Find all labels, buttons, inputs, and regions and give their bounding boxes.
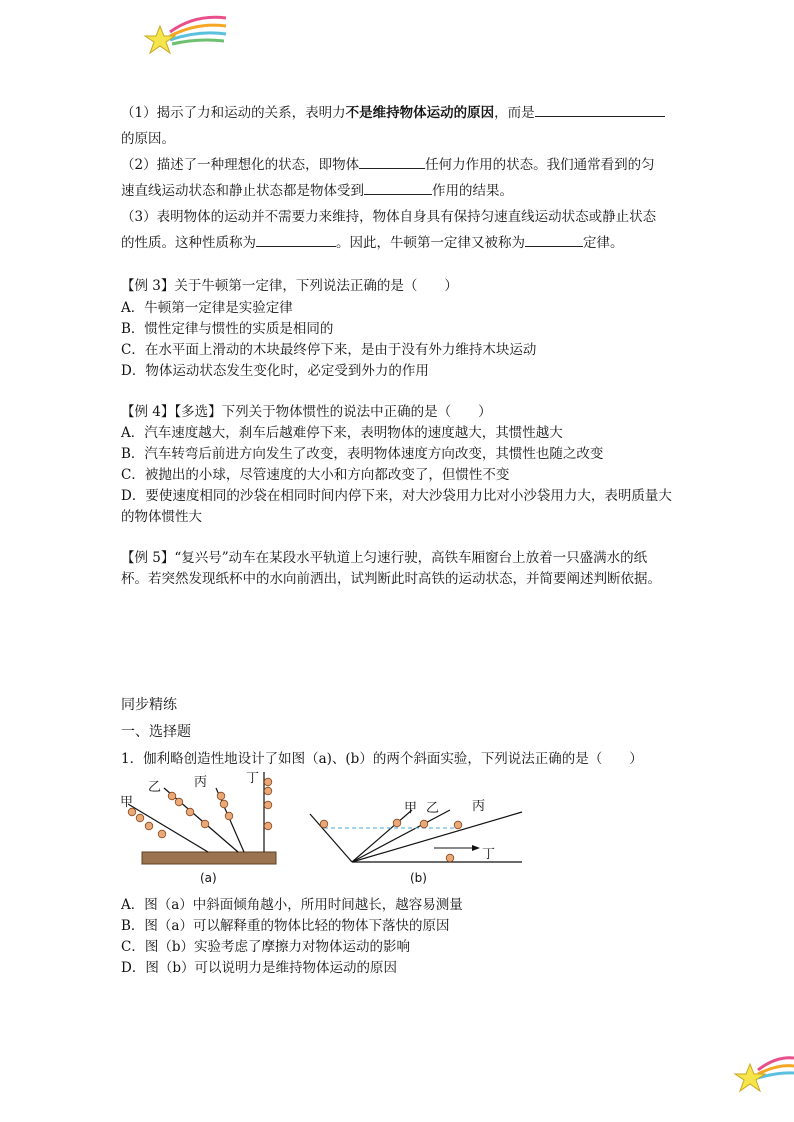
ball — [136, 814, 144, 822]
paragraph-2: （2）描述了一种理想化的状态，即物体 任何力作用的状态。我们通常看到的匀 — [121, 153, 655, 173]
ball — [264, 822, 272, 830]
example-4-stem: 【例 4】【多选】下列关于物体惯性的说法中正确的是（ ） — [121, 404, 492, 420]
tag-bing: 丙 — [472, 799, 486, 814]
paragraph-1-line2: 的原因。 — [121, 131, 175, 147]
ball — [220, 800, 228, 808]
example-4-option-cont: 的物体惯性大 — [121, 509, 202, 525]
tag-jia: 甲 — [120, 795, 134, 810]
example-5-line2: 杯。若突然发现纸杯中的水向前洒出，试判断此时高铁的运动状态，并简要阐述判断依据。 — [121, 571, 661, 587]
question-1-option: C．图（b）实验考虑了摩擦力对物体运动的影响 — [121, 939, 410, 955]
paragraph-3-line2: 的性质。这种性质称为 。因此，牛顿第一定律又被称为 定律。 — [121, 231, 624, 251]
ground-block — [142, 852, 276, 864]
ball — [264, 787, 272, 795]
figure-a-label: (a) — [200, 871, 217, 885]
ball — [225, 812, 233, 820]
question-1-option: D．图（b）可以说明力是维持物体运动的原因 — [121, 960, 397, 976]
question-1-stem: 1．伽利略创造性地设计了如图（a)、(b）的两个斜面实验，下列说法正确的是（ ） — [121, 751, 643, 767]
incline-bing — [352, 812, 522, 862]
ball — [186, 808, 194, 816]
example-5-line1: 【例 5】“复兴号”动车在某段水平轨道上匀速行驶，高铁车厢窗台上放着一只盛满水的纸 — [121, 550, 648, 566]
left-incline — [310, 814, 352, 862]
tag-yi: 乙 — [148, 780, 162, 795]
tag-yi: 乙 — [426, 801, 440, 816]
ball — [175, 798, 183, 806]
tag-bing: 丙 — [194, 775, 208, 790]
example-3-option: B．惯性定律与惯性的实质是相同的 — [121, 321, 334, 337]
example-4-option: D．要使速度相同的沙袋在相同时间内停下来，对大沙袋用力比对小沙袋用力大，表明质量大 — [121, 488, 672, 504]
incline-yi — [352, 810, 450, 862]
shooting-star-icon — [730, 1052, 794, 1096]
paragraph-2-line2: 速直线运动状态和静止状态都是物体受到 作用的结果。 — [121, 179, 513, 199]
example-4-option: C．被抛出的小球，尽管速度的大小和方向都改变了，但惯性不变 — [121, 467, 510, 483]
paragraph-1: （1）揭示了力和运动的关系，表明力不是维持物体运动的原因，而是 — [121, 101, 665, 121]
example-4-option: B．汽车转弯后前进方向发生了改变，表明物体速度方向改变，其惯性也随之改变 — [121, 446, 604, 462]
practice-title: 同步精练 — [121, 697, 177, 713]
ball — [454, 821, 462, 829]
figure-b — [300, 790, 530, 886]
paragraph-3: （3）表明物体的运动并不需要力来维持，物体自身具有保持匀速直线运动状态或静止状态 — [121, 209, 657, 225]
example-3-option: D．物体运动状态发生变化时，必定受到外力的作用 — [121, 363, 429, 379]
example-3-stem: 【例 3】关于牛顿第一定律，下列说法正确的是（ ） — [121, 278, 458, 294]
arrow-head — [472, 845, 480, 851]
tag-jia: 甲 — [404, 801, 418, 816]
ball — [393, 819, 401, 827]
ball — [201, 820, 209, 828]
ball — [168, 792, 176, 800]
ball — [320, 820, 328, 828]
tag-ding: 丁 — [482, 847, 496, 862]
ball — [446, 854, 454, 862]
figure-a — [118, 768, 288, 886]
ball — [264, 801, 272, 809]
tag-ding: 丁 — [246, 771, 260, 786]
incline-jia — [128, 804, 208, 852]
incline-jia — [352, 810, 412, 862]
ball — [420, 820, 428, 828]
ball — [264, 778, 272, 786]
ball — [145, 822, 153, 830]
example-4-option: A．汽车速度越大，刹车后越难停下来，表明物体的速度越大，其惯性越大 — [121, 425, 563, 441]
ball — [217, 792, 225, 800]
shooting-star-icon — [140, 10, 230, 60]
question-1-option: B．图（a）可以解释重的物体比轻的物体下落快的原因 — [121, 918, 450, 934]
figure-b-label: (b) — [410, 871, 427, 885]
example-3-option: C．在水平面上滑动的木块最终停下来，是由于没有外力维持木块运动 — [121, 342, 537, 358]
example-3-option: A．牛顿第一定律是实验定律 — [121, 300, 293, 316]
question-1-option: A．图（a）中斜面倾角越小，所用时间越长，越容易测量 — [121, 897, 463, 913]
ball — [158, 830, 166, 838]
practice-subtitle: 一、选择题 — [121, 724, 191, 740]
